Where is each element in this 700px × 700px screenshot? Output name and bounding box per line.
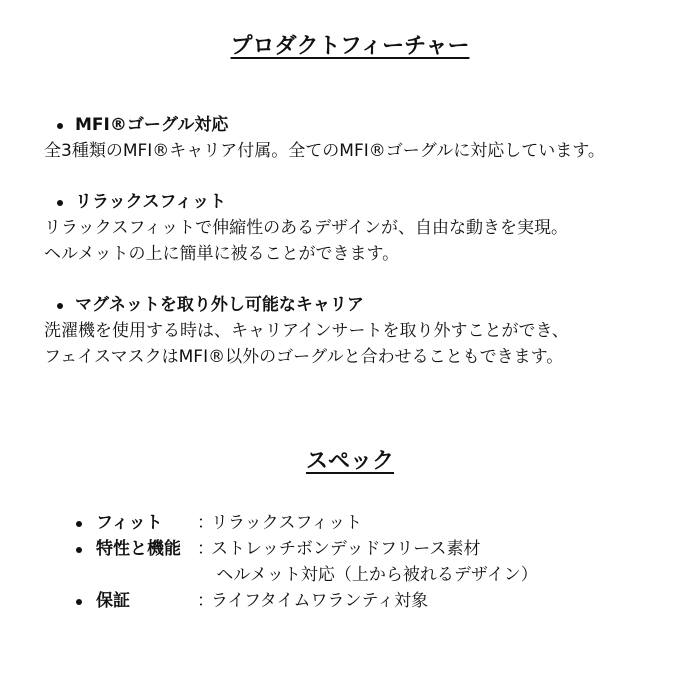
feature-title-text: マグネットを取り外し可能なキャリア bbox=[75, 295, 364, 315]
bullet-icon bbox=[57, 200, 63, 206]
spec-colon: ： bbox=[197, 513, 214, 533]
feature-description bbox=[44, 138, 684, 164]
feature-description bbox=[44, 215, 684, 267]
bullet-icon bbox=[76, 521, 82, 527]
feature-title bbox=[44, 189, 684, 215]
feature-description-line: フェイスマスクはMFI®以外のゴーグルと合わせることもできます。 bbox=[44, 347, 564, 367]
feature-title bbox=[44, 292, 684, 318]
spec-colon: ： bbox=[197, 591, 214, 611]
spec-label: 特性と機能 bbox=[96, 539, 181, 559]
spec-value bbox=[211, 536, 538, 588]
feature-description-line: 全3種類のMFI®キャリア付属。全てのMFI®ゴーグルに対応しています。 bbox=[44, 141, 605, 161]
features-heading bbox=[0, 32, 700, 62]
feature-item bbox=[44, 112, 684, 164]
feature-title-text: MFI®ゴーグル対応 bbox=[75, 115, 229, 135]
feature-description-line: リラックスフィットで伸縮性のあるデザインが、自由な動きを実現。 bbox=[44, 218, 568, 238]
feature-item bbox=[44, 189, 684, 267]
feature-item bbox=[44, 292, 684, 370]
spec-row-fit bbox=[74, 510, 674, 536]
feature-description-line: 洗濯機を使用する時は、キャリアインサートを取り外すことができ、 bbox=[44, 321, 569, 341]
spec-colon: ： bbox=[197, 539, 214, 559]
spec-label: 保証 bbox=[96, 591, 130, 611]
feature-description bbox=[44, 318, 684, 370]
feature-title-text: リラックスフィット bbox=[75, 192, 227, 212]
spec-value-line: ライフタイムワランティ対象 bbox=[211, 591, 429, 611]
spec-value-line: ストレッチボンデッドフリース素材 bbox=[211, 539, 481, 559]
spec-value-line: ヘルメット対応（上から被れるデザイン） bbox=[211, 565, 538, 585]
spec-list bbox=[74, 510, 674, 614]
bullet-icon bbox=[76, 547, 82, 553]
spec-label: フィット bbox=[96, 513, 163, 533]
feature-title bbox=[44, 112, 684, 138]
bullet-icon bbox=[76, 599, 82, 605]
spec-heading-text: スペック bbox=[305, 449, 394, 474]
spec-value bbox=[211, 510, 362, 536]
feature-description-line: ヘルメットの上に簡単に被ることができます。 bbox=[44, 244, 400, 264]
spec-row-features bbox=[74, 536, 674, 588]
spec-value-line: リラックスフィット bbox=[211, 513, 363, 533]
spec-heading bbox=[0, 447, 700, 477]
bullet-icon bbox=[57, 123, 63, 129]
bullet-icon bbox=[57, 303, 63, 309]
spec-row-warranty bbox=[74, 588, 674, 614]
spec-value bbox=[211, 588, 428, 614]
features-heading-text: プロダクトフィーチャー bbox=[230, 34, 470, 59]
